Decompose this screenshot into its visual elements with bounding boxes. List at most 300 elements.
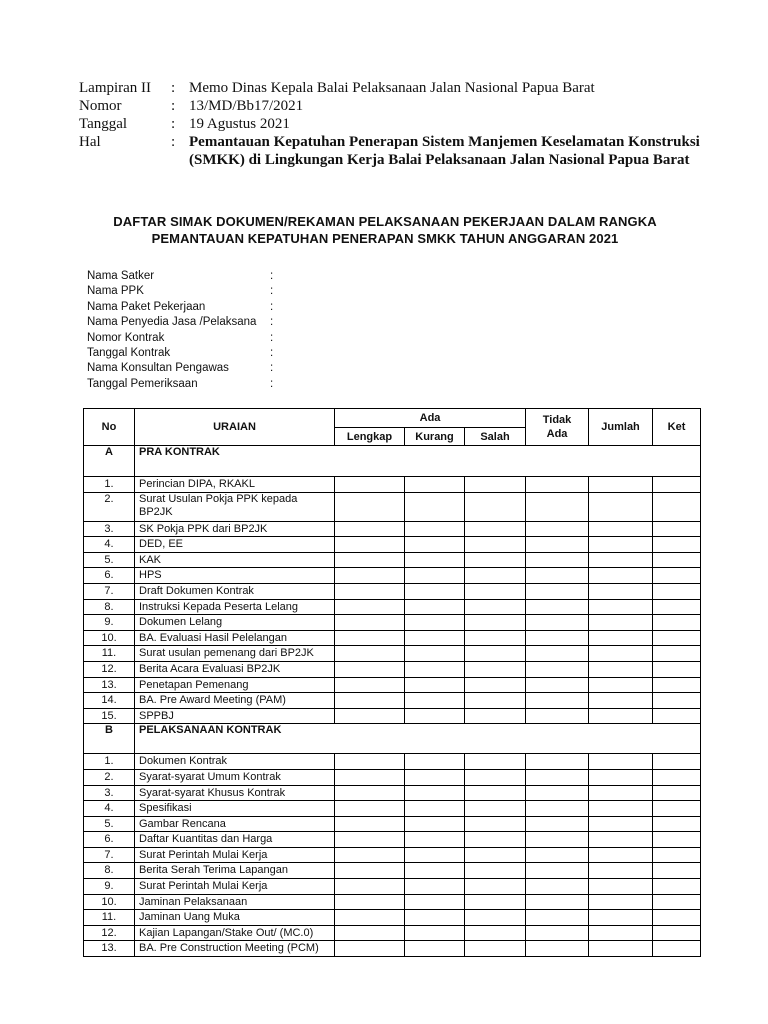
cell-salah (465, 615, 526, 631)
cell-ket (653, 754, 701, 770)
table-row (84, 941, 701, 957)
table-row (84, 492, 701, 521)
cell-kurang (405, 754, 465, 770)
row-description: SPPBJ (135, 708, 335, 724)
cell-ket (653, 677, 701, 693)
cell-lengkap (335, 630, 405, 646)
row-number: 1. (84, 477, 135, 493)
cell-jumlah (589, 785, 653, 801)
cell-lengkap (335, 568, 405, 584)
cell-salah (465, 583, 526, 599)
memo-label: Tanggal (79, 116, 128, 132)
cell-salah (465, 910, 526, 926)
cell-tidak-ada (526, 769, 589, 785)
cell-ket (653, 894, 701, 910)
cell-kurang (405, 863, 465, 879)
cell-salah (465, 492, 526, 521)
row-description: Draft Dokumen Kontrak (135, 583, 335, 599)
cell-lengkap (335, 769, 405, 785)
memo-label: Hal (79, 134, 101, 150)
checklist-table (83, 408, 701, 957)
cell-salah (465, 847, 526, 863)
info-field-label: Nama Paket Pekerjaan (87, 300, 206, 313)
cell-tidak-ada (526, 941, 589, 957)
table-row (84, 754, 701, 770)
cell-kurang (405, 769, 465, 785)
row-description: Penetapan Pemenang (135, 677, 335, 693)
memo-header (79, 79, 719, 169)
header-no: No (84, 409, 135, 446)
cell-jumlah (589, 630, 653, 646)
table-row (84, 910, 701, 926)
cell-ket (653, 583, 701, 599)
cell-lengkap (335, 646, 405, 662)
cell-salah (465, 630, 526, 646)
info-field-label: Nama PPK (87, 285, 144, 298)
cell-salah (465, 677, 526, 693)
cell-salah (465, 552, 526, 568)
row-description: Kajian Lapangan/Stake Out/ (MC.0) (135, 925, 335, 941)
cell-tidak-ada (526, 646, 589, 662)
info-field-colon: : (270, 377, 274, 390)
cell-lengkap (335, 677, 405, 693)
header-jumlah: Jumlah (589, 409, 653, 446)
cell-ket (653, 801, 701, 817)
section-title: PRA KONTRAK (135, 446, 701, 477)
row-number: 4. (84, 801, 135, 817)
cell-jumlah (589, 941, 653, 957)
cell-ket (653, 816, 701, 832)
cell-salah (465, 754, 526, 770)
cell-tidak-ada (526, 879, 589, 895)
cell-ket (653, 879, 701, 895)
table-row (84, 646, 701, 662)
cell-ket (653, 477, 701, 493)
cell-ket (653, 492, 701, 521)
info-field-colon: : (270, 270, 274, 282)
info-field-label: Nomor Kontrak (87, 331, 165, 344)
row-number: 12. (84, 661, 135, 677)
cell-lengkap (335, 863, 405, 879)
cell-kurang (405, 552, 465, 568)
cell-kurang (405, 894, 465, 910)
info-field-label: Nama Penyedia Jasa /Pelaksana (87, 316, 257, 329)
cell-lengkap (335, 847, 405, 863)
row-number: 15. (84, 708, 135, 724)
cell-tidak-ada (526, 910, 589, 926)
cell-lengkap (335, 832, 405, 848)
cell-ket (653, 599, 701, 615)
table-row (84, 769, 701, 785)
memo-colon: : (171, 116, 176, 132)
row-description: Daftar Kuantitas dan Harga (135, 832, 335, 848)
header-kurang: Kurang (405, 428, 465, 446)
info-field-row (87, 346, 407, 361)
section-code: A (84, 446, 135, 477)
cell-ket (653, 552, 701, 568)
row-number: 13. (84, 941, 135, 957)
table-row (84, 599, 701, 615)
cell-ket (653, 693, 701, 709)
cell-kurang (405, 661, 465, 677)
table-row (84, 552, 701, 568)
cell-tidak-ada (526, 925, 589, 941)
header-tidak-ada-label: Tidak Ada (542, 414, 572, 440)
cell-lengkap (335, 552, 405, 568)
info-field-row (87, 284, 407, 299)
info-field-colon: : (270, 285, 274, 298)
cell-tidak-ada (526, 832, 589, 848)
cell-lengkap (335, 816, 405, 832)
cell-lengkap (335, 879, 405, 895)
cell-kurang (405, 879, 465, 895)
cell-jumlah (589, 816, 653, 832)
cell-tidak-ada (526, 863, 589, 879)
table-row (84, 894, 701, 910)
info-field-colon: : (270, 300, 274, 313)
cell-ket (653, 785, 701, 801)
table-row (84, 816, 701, 832)
info-field-row (87, 269, 407, 284)
row-number: 11. (84, 646, 135, 662)
row-description: Surat Perintah Mulai Kerja (135, 879, 335, 895)
cell-jumlah (589, 769, 653, 785)
memo-header-row (79, 133, 719, 169)
memo-value: 19 Agustus 2021 (189, 116, 290, 132)
cell-salah (465, 568, 526, 584)
cell-ket (653, 941, 701, 957)
cell-jumlah (589, 801, 653, 817)
cell-tidak-ada (526, 615, 589, 631)
row-number: 12. (84, 925, 135, 941)
row-description: Surat usulan pemenang dari BP2JK (135, 646, 335, 662)
cell-jumlah (589, 521, 653, 537)
table-row (84, 677, 701, 693)
row-description: Surat Usulan Pokja PPK kepada BP2JK (135, 492, 335, 521)
cell-kurang (405, 925, 465, 941)
cell-salah (465, 661, 526, 677)
row-number: 8. (84, 863, 135, 879)
cell-salah (465, 925, 526, 941)
cell-ket (653, 615, 701, 631)
row-number: 6. (84, 568, 135, 584)
table-row (84, 785, 701, 801)
cell-lengkap (335, 615, 405, 631)
memo-header-row (79, 79, 719, 97)
cell-kurang (405, 583, 465, 599)
cell-salah (465, 801, 526, 817)
row-number: 3. (84, 521, 135, 537)
cell-ket (653, 847, 701, 863)
table-row (84, 879, 701, 895)
info-field-label: Nama Konsultan Pengawas (87, 362, 229, 375)
memo-colon: : (171, 80, 176, 96)
cell-lengkap (335, 693, 405, 709)
row-description: Gambar Rencana (135, 816, 335, 832)
cell-jumlah (589, 537, 653, 553)
cell-lengkap (335, 583, 405, 599)
header-ada: Ada (335, 409, 526, 428)
cell-tidak-ada (526, 785, 589, 801)
cell-kurang (405, 801, 465, 817)
row-number: 7. (84, 583, 135, 599)
info-field-row (87, 300, 407, 315)
row-description: Berita Acara Evaluasi BP2JK (135, 661, 335, 677)
table-row (84, 847, 701, 863)
cell-ket (653, 708, 701, 724)
table-row (84, 863, 701, 879)
row-number: 1. (84, 754, 135, 770)
cell-kurang (405, 816, 465, 832)
cell-lengkap (335, 477, 405, 493)
memo-value: 13/MD/Bb17/2021 (189, 98, 304, 114)
info-field-colon: : (270, 362, 274, 375)
cell-lengkap (335, 537, 405, 553)
cell-lengkap (335, 894, 405, 910)
info-field-row (87, 331, 407, 346)
row-description: DED, EE (135, 537, 335, 553)
memo-label: Nomor (79, 98, 122, 114)
info-field-row (87, 377, 407, 392)
cell-salah (465, 769, 526, 785)
cell-jumlah (589, 754, 653, 770)
cell-kurang (405, 677, 465, 693)
row-description: Syarat-syarat Khusus Kontrak (135, 785, 335, 801)
cell-ket (653, 832, 701, 848)
cell-lengkap (335, 661, 405, 677)
table-row (84, 693, 701, 709)
row-description: Perincian DIPA, RKAKL (135, 477, 335, 493)
cell-ket (653, 630, 701, 646)
cell-salah (465, 879, 526, 895)
cell-tidak-ada (526, 552, 589, 568)
cell-lengkap (335, 599, 405, 615)
cell-lengkap (335, 521, 405, 537)
cell-lengkap (335, 910, 405, 926)
cell-lengkap (335, 785, 405, 801)
cell-jumlah (589, 708, 653, 724)
cell-kurang (405, 910, 465, 926)
info-field-label: Nama Satker (87, 270, 155, 282)
cell-ket (653, 646, 701, 662)
row-number: 14. (84, 693, 135, 709)
row-number: 9. (84, 615, 135, 631)
table-header-row (84, 409, 701, 428)
cell-jumlah (589, 552, 653, 568)
header-salah: Salah (465, 428, 526, 446)
cell-tidak-ada (526, 630, 589, 646)
row-description: HPS (135, 568, 335, 584)
info-field-label: Tanggal Pemeriksaan (87, 377, 198, 390)
cell-salah (465, 863, 526, 879)
table-row (84, 615, 701, 631)
cell-tidak-ada (526, 693, 589, 709)
table-row (84, 661, 701, 677)
cell-tidak-ada (526, 847, 589, 863)
row-description: Surat Perintah Mulai Kerja (135, 847, 335, 863)
cell-kurang (405, 615, 465, 631)
cell-salah (465, 816, 526, 832)
cell-jumlah (589, 910, 653, 926)
cell-ket (653, 521, 701, 537)
table-row (84, 801, 701, 817)
cell-tidak-ada (526, 661, 589, 677)
header-tidak-ada (526, 409, 589, 446)
row-description: Jaminan Uang Muka (135, 910, 335, 926)
document-title (60, 213, 710, 247)
cell-lengkap (335, 492, 405, 521)
cell-kurang (405, 521, 465, 537)
cell-kurang (405, 537, 465, 553)
row-description: Dokumen Lelang (135, 615, 335, 631)
cell-tidak-ada (526, 568, 589, 584)
memo-label: Lampiran II (79, 80, 152, 96)
cell-tidak-ada (526, 521, 589, 537)
row-description: Jaminan Pelaksanaan (135, 894, 335, 910)
title-line-2: PEMANTAUAN KEPATUHAN PENERAPAN SMKK TAHUN ANGGARAN 2021 (151, 231, 619, 246)
row-number: 3. (84, 785, 135, 801)
cell-kurang (405, 708, 465, 724)
cell-salah (465, 708, 526, 724)
section-row (84, 724, 701, 754)
cell-jumlah (589, 832, 653, 848)
cell-tidak-ada (526, 816, 589, 832)
section-row (84, 446, 701, 477)
row-number: 10. (84, 630, 135, 646)
memo-subject: Pemantauan Kepatuhan Penerapan Sistem Manjemen Keselamatan Konstruksi (SMKK) di Lingkungan Kerja Balai Pelaksanaan Jalan Nasional Papua Barat (189, 134, 700, 168)
row-number: 9. (84, 879, 135, 895)
header-uraian: URAIAN (135, 409, 335, 446)
row-number: 6. (84, 832, 135, 848)
row-description: KAK (135, 552, 335, 568)
cell-ket (653, 769, 701, 785)
info-field-colon: : (270, 331, 274, 344)
row-description: BA. Evaluasi Hasil Pelelangan (135, 630, 335, 646)
cell-jumlah (589, 847, 653, 863)
cell-salah (465, 521, 526, 537)
info-field-colon: : (270, 347, 274, 360)
cell-lengkap (335, 754, 405, 770)
table-row (84, 708, 701, 724)
cell-kurang (405, 693, 465, 709)
cell-ket (653, 661, 701, 677)
cell-tidak-ada (526, 894, 589, 910)
cell-jumlah (589, 693, 653, 709)
row-description: BA. Pre Award Meeting (PAM) (135, 693, 335, 709)
cell-jumlah (589, 599, 653, 615)
cell-ket (653, 537, 701, 553)
cell-lengkap (335, 708, 405, 724)
table-row (84, 477, 701, 493)
cell-tidak-ada (526, 708, 589, 724)
row-number: 7. (84, 847, 135, 863)
cell-tidak-ada (526, 801, 589, 817)
row-description: Syarat-syarat Umum Kontrak (135, 769, 335, 785)
cell-ket (653, 925, 701, 941)
memo-colon: : (171, 98, 176, 114)
cell-salah (465, 894, 526, 910)
cell-lengkap (335, 925, 405, 941)
cell-lengkap (335, 801, 405, 817)
row-number: 8. (84, 599, 135, 615)
header-lengkap: Lengkap (335, 428, 405, 446)
cell-salah (465, 477, 526, 493)
memo-colon: : (171, 134, 176, 150)
table-row (84, 630, 701, 646)
cell-jumlah (589, 646, 653, 662)
cell-salah (465, 941, 526, 957)
table-row (84, 832, 701, 848)
table-row (84, 568, 701, 584)
cell-kurang (405, 599, 465, 615)
cell-jumlah (589, 492, 653, 521)
cell-salah (465, 599, 526, 615)
cell-kurang (405, 941, 465, 957)
section-title: PELAKSANAAN KONTRAK (135, 724, 701, 754)
cell-tidak-ada (526, 754, 589, 770)
cell-jumlah (589, 925, 653, 941)
cell-kurang (405, 492, 465, 521)
row-description: SK Pokja PPK dari BP2JK (135, 521, 335, 537)
cell-jumlah (589, 583, 653, 599)
row-description: BA. Pre Construction Meeting (PCM) (135, 941, 335, 957)
row-description: Spesifikasi (135, 801, 335, 817)
cell-tidak-ada (526, 583, 589, 599)
header-ket: Ket (653, 409, 701, 446)
memo-header-row (79, 115, 719, 133)
cell-tidak-ada (526, 537, 589, 553)
cell-tidak-ada (526, 477, 589, 493)
info-fields (87, 269, 407, 392)
row-number: 4. (84, 537, 135, 553)
cell-jumlah (589, 863, 653, 879)
table-row (84, 537, 701, 553)
cell-kurang (405, 630, 465, 646)
row-number: 5. (84, 816, 135, 832)
cell-kurang (405, 832, 465, 848)
table-row (84, 925, 701, 941)
info-field-colon: : (270, 316, 274, 329)
cell-salah (465, 693, 526, 709)
cell-salah (465, 785, 526, 801)
info-field-label: Tanggal Kontrak (87, 347, 171, 360)
cell-jumlah (589, 661, 653, 677)
cell-jumlah (589, 568, 653, 584)
cell-jumlah (589, 677, 653, 693)
cell-tidak-ada (526, 492, 589, 521)
cell-jumlah (589, 477, 653, 493)
cell-ket (653, 568, 701, 584)
info-field-row (87, 361, 407, 376)
info-field-row (87, 315, 407, 330)
table-row (84, 583, 701, 599)
cell-tidak-ada (526, 599, 589, 615)
row-number: 10. (84, 894, 135, 910)
cell-salah (465, 646, 526, 662)
row-description: Berita Serah Terima Lapangan (135, 863, 335, 879)
cell-ket (653, 863, 701, 879)
cell-tidak-ada (526, 677, 589, 693)
row-number: 5. (84, 552, 135, 568)
cell-lengkap (335, 941, 405, 957)
cell-kurang (405, 847, 465, 863)
table-row (84, 521, 701, 537)
section-code: B (84, 724, 135, 754)
row-number: 11. (84, 910, 135, 926)
cell-kurang (405, 646, 465, 662)
row-number: 2. (84, 492, 135, 521)
memo-value: Memo Dinas Kepala Balai Pelaksanaan Jalan Nasional Papua Barat (189, 80, 595, 96)
